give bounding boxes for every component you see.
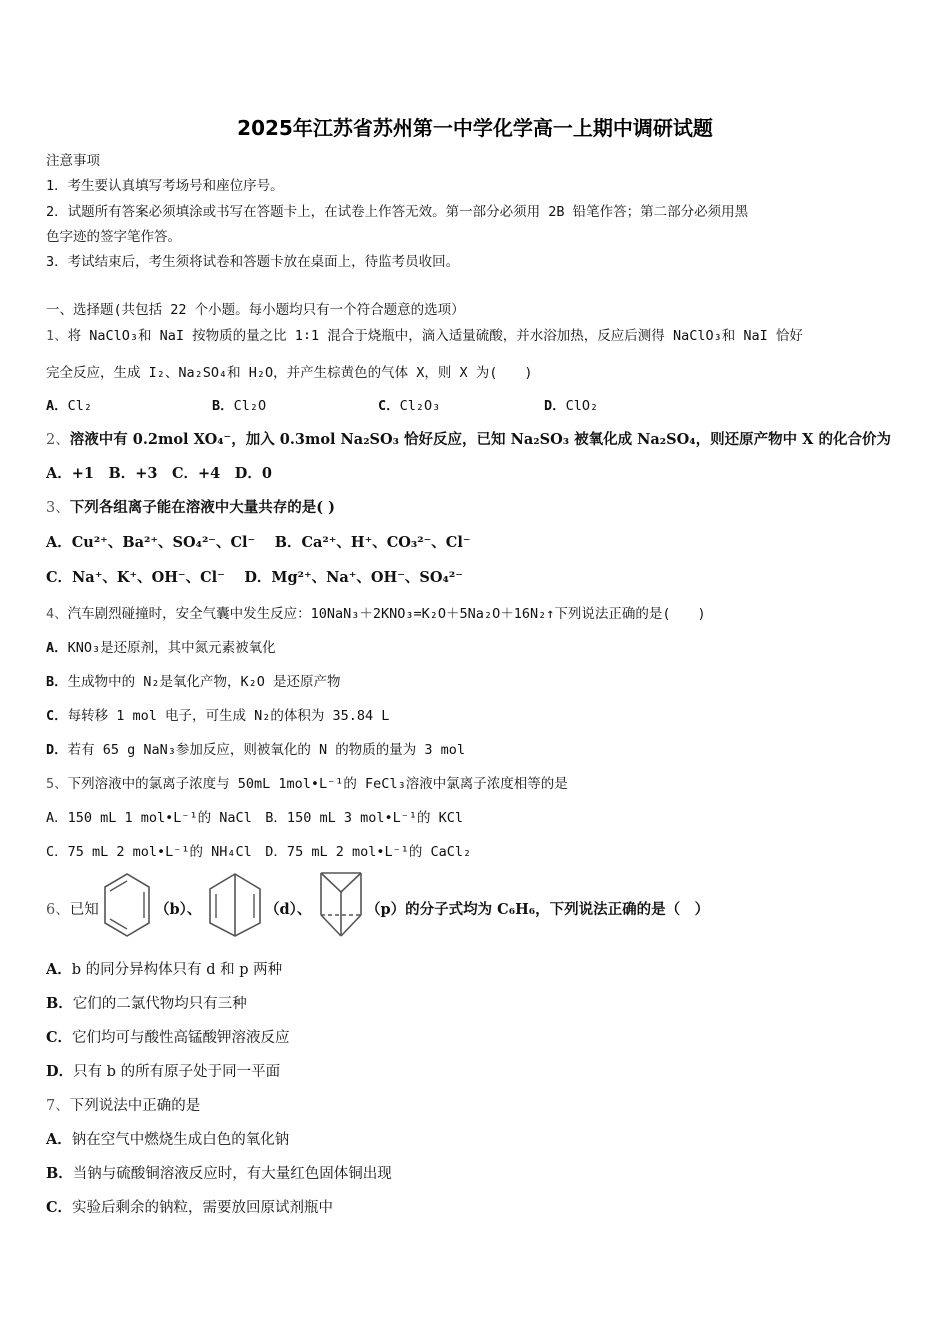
question-3-stem xyxy=(46,498,335,518)
question-number: 4、 xyxy=(46,606,68,622)
question-text: 已知 xyxy=(69,902,99,918)
label-b: （b）、 xyxy=(155,901,202,918)
question-7-stem xyxy=(46,1096,200,1116)
question-5-options-1: A．150 mL 1 mol•L⁻¹的 NaCl B．150 mL 3 mol•L⁻¹的 KCl xyxy=(46,810,463,826)
notice-item-2: 2．试题所有答案必须填涂或书写在答题卡上，在试卷上作答无效。第一部分必须用 2B 铅笔作答；第二部分必须用黑 xyxy=(46,204,749,220)
question-4-stem xyxy=(46,604,706,624)
section-heading: 一、选择题(共包括 22 个小题。每小题均只有一个符合题意的选项） xyxy=(46,302,465,318)
dewar-benzene-structure-icon xyxy=(207,870,263,940)
page-title: 2025年江苏省苏州第一中学化学高一上期中调研试题 xyxy=(237,116,713,140)
question-number: 7、 xyxy=(46,1098,70,1114)
question-text: 汽车剧烈碰撞时，安全气囊中发生反应：10NaN₃＋2KNO₃=K₂O＋5Na₂O＋16N₂↑下列说法正确的是( ) xyxy=(67,606,706,622)
label-p: （p）的分子式均为 C₆H₆，下列说法正确的是（ ） xyxy=(366,901,710,918)
question-6-option-a: A．b 的同分异构体只有 d 和 p 两种 xyxy=(46,961,283,978)
question-3-options-2: C．Na⁺、K⁺、OH⁻、Cl⁻ D．Mg²⁺、Na⁺、OH⁻、SO₄²⁻ xyxy=(46,569,463,586)
question-text: 将 NaClO₃和 NaI 按物质的量之比 1∶1 混合于烧瓶中，滴入适量硫酸，并水浴加热，反应后测得 NaClO₃和 NaI 恰好 xyxy=(67,328,803,344)
question-5-options-2: C．75 mL 2 mol•L⁻¹的 NH₄Cl D．75 mL 2 mol•L⁻¹的 CaCl₂ xyxy=(46,844,472,860)
question-number: 2、 xyxy=(46,432,70,448)
question-number: 3、 xyxy=(46,500,70,516)
question-1-stem-cont: 完全反应，生成 I₂、Na₂SO₄和 H₂O，并产生棕黄色的气体 X，则 X 为( ) xyxy=(46,365,533,381)
notice-item-3: 3．考试结束后，考生须将试卷和答题卡放在桌面上，待监考员收回。 xyxy=(46,254,460,270)
question-6-option-d: D．只有 b 的所有原子处于同一平面 xyxy=(46,1063,281,1080)
question-text: 下列各组离子能在溶液中大量共存的是( ) xyxy=(69,499,336,516)
question-7-option-a: A．钠在空气中燃烧生成白色的氧化钠 xyxy=(46,1131,290,1148)
benzene-structure-icon xyxy=(102,870,152,940)
question-6-stem xyxy=(46,900,99,920)
question-4-option-a: A．KNO₃是还原剂，其中氮元素被氧化 xyxy=(46,640,276,656)
question-1-stem xyxy=(46,326,803,346)
question-6-option-c: C．它们均可与酸性高锰酸钾溶液反应 xyxy=(46,1029,290,1046)
notice-heading: 注意事项 xyxy=(46,153,100,169)
question-number: 5、 xyxy=(46,776,68,792)
label-d: （d）、 xyxy=(265,901,312,918)
question-3-options-1: A．Cu²⁺、Ba²⁺、SO₄²⁻、Cl⁻ B．Ca²⁺、H⁺、CO₃²⁻、Cl⁻ xyxy=(46,534,471,551)
option-c: C．Cl₂O₃ xyxy=(378,398,441,414)
option-d: D．ClO₂ xyxy=(544,398,599,414)
question-4-option-c: C．每转移 1 mol 电子，可生成 N₂的体积为 35.84 L xyxy=(46,708,390,724)
notice-item-1: 1．考生要认真填写考场号和座位序号。 xyxy=(46,178,284,194)
question-4-option-b: B．生成物中的 N₂是氧化产物，K₂O 是还原产物 xyxy=(46,674,341,690)
question-number: 1、 xyxy=(46,328,68,344)
question-7-option-b: B．当钠与硫酸铜溶液反应时，有大量红色固体铜出现 xyxy=(46,1165,392,1182)
question-text: 溶液中有 0.2mol XO₄⁻，加入 0.3mol Na₂SO₃ 恰好反应，已知 Na₂SO₃ 被氧化成 Na₂SO₄，则还原产物中 X 的化合价为 xyxy=(69,431,891,448)
question-6-option-b: B．它们的二氯代物均只有三种 xyxy=(46,995,247,1012)
question-2-options: A．+1 B．+3 C．+4 D．0 xyxy=(46,465,272,482)
prismane-structure-icon xyxy=(318,870,364,938)
question-4-option-d: D．若有 65 g NaN₃参加反应，则被氧化的 N 的物质的量为 3 mol xyxy=(46,742,466,758)
notice-item-2-cont: 色字迹的签字笔作答。 xyxy=(46,229,181,245)
question-7-option-c: C．实验后剩余的钠粒，需要放回原试剂瓶中 xyxy=(46,1199,334,1216)
question-5-stem xyxy=(46,774,568,794)
question-1-options xyxy=(46,396,598,416)
question-2-stem xyxy=(46,430,891,450)
question-text: 下列溶液中的氯离子浓度与 50mL 1mol•L⁻¹的 FeCl₃溶液中氯离子浓度相等的是 xyxy=(67,776,568,792)
option-b: B．Cl₂O xyxy=(212,398,267,414)
question-number: 6、 xyxy=(46,902,70,918)
option-a: A．Cl₂ xyxy=(46,398,93,414)
question-text: 下列说法中正确的是 xyxy=(69,1098,201,1114)
